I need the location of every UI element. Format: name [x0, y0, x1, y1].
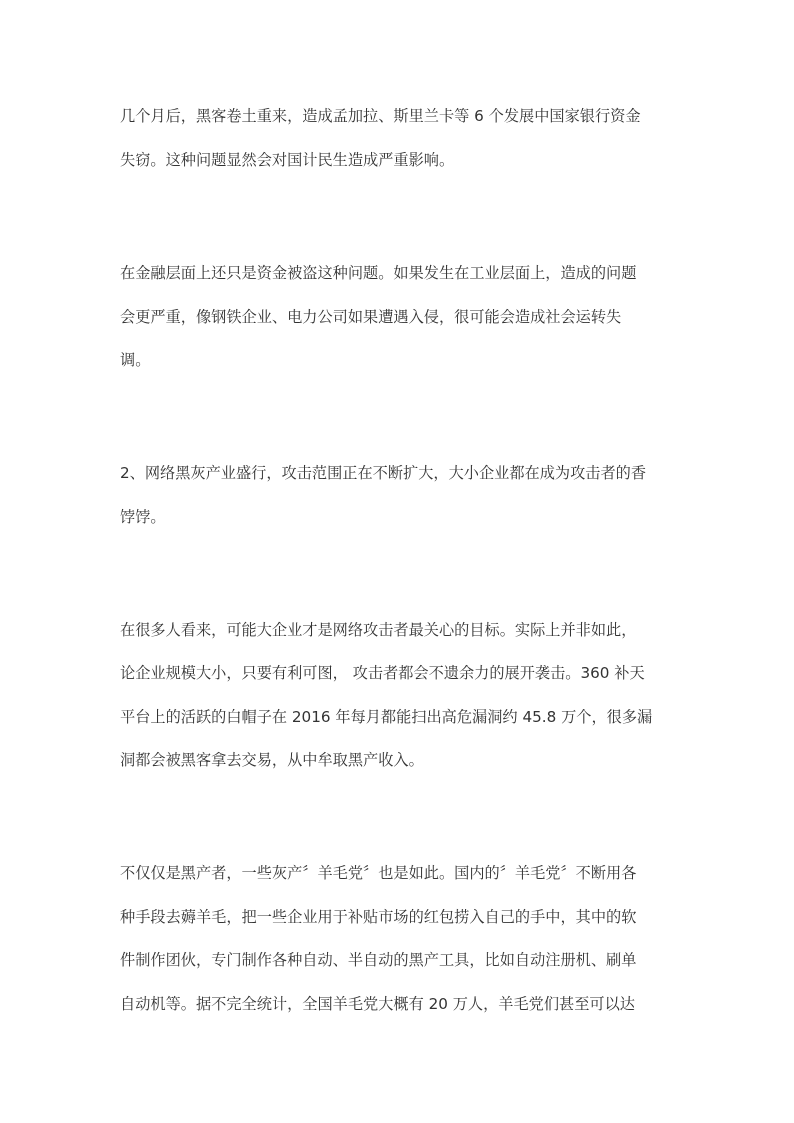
paragraph-4-line-3: 平台上的活跃的白帽子在 2016 年每月都能扫出高危漏洞约 45.8 万个，很多漏 — [120, 708, 653, 726]
paragraph-1-line-1: 几个月后，黑客卷土重来，造成孟加拉、斯里兰卡等 6 个发展中国家银行资金 — [120, 107, 641, 125]
paragraph-5-line-2: 种手段去薅羊毛，把一些企业用于补贴市场的红包捞入自己的手中，其中的软 — [120, 908, 637, 926]
paragraph-5-line-3: 件制作团伙，专门制作各种自动、半自动的黑产工具，比如自动注册机、刷单 — [120, 951, 637, 969]
paragraph-4-line-2: 论企业规模大小，只要有利可图， 攻击者都会不遗余力的展开袭击。360 补天 — [120, 664, 645, 682]
paragraph-5-line-4: 自动机等。据不完全统计，全国羊毛党大概有 20 万人，羊毛党们甚至可以达 — [120, 995, 635, 1013]
paragraph-5-line-1: 不仅仅是黑产者，一些灰产〞羊毛党〞也是如此。国内的〞羊毛党〞不断用各 — [120, 864, 637, 882]
paragraph-4-line-4: 洞都会被黑客拿去交易，从中牟取黑产收入。 — [120, 751, 424, 769]
paragraph-2-line-1: 在金融层面上还只是资金被盗这种问题。如果发生在工业层面上，造成的问题 — [120, 264, 637, 282]
paragraph-1-line-2: 失窃。这种问题显然会对国计民生造成严重影响。 — [120, 151, 455, 169]
paragraph-2-line-2: 会更严重，像钢铁企业、电力公司如果遭遇入侵，很可能会造成社会运转失 — [120, 308, 622, 326]
paragraph-2-line-3: 调。 — [120, 351, 151, 369]
paragraph-3-line-1: 2、网络黑灰产业盛行，攻击范围正在不断扩大，大小企业都在成为攻击者的香 — [120, 464, 647, 482]
paragraph-4-line-1: 在很多人看来，可能大企业才是网络攻击者最关心的目标。实际上并非如此， — [120, 621, 637, 639]
paragraph-3-line-2: 饽饽。 — [120, 508, 166, 526]
